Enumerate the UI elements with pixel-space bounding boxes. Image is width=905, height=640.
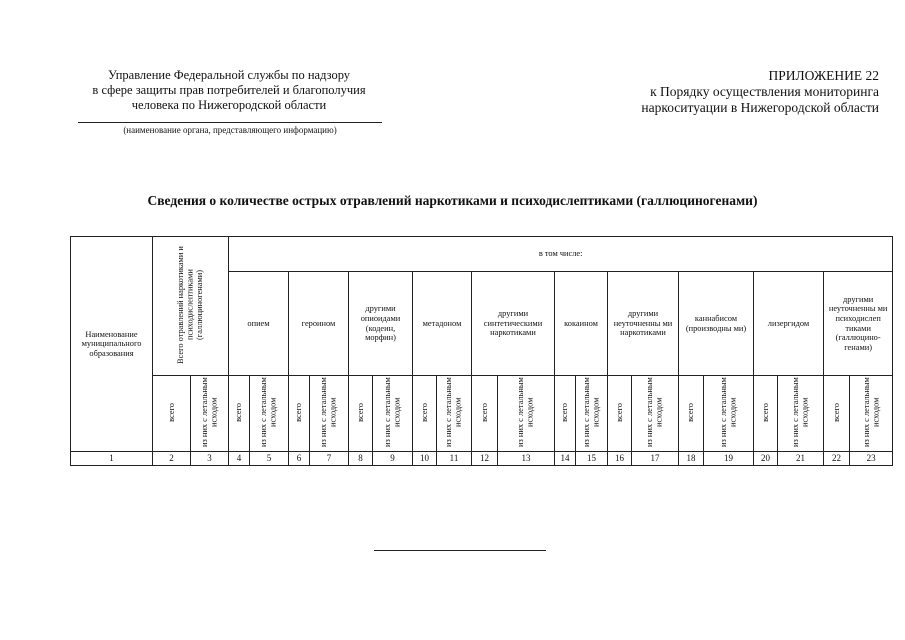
subheader-total-label: всего bbox=[831, 402, 841, 422]
header-municipal: Наименование муниципального образования bbox=[71, 237, 153, 452]
header-including: в том числе: bbox=[229, 237, 893, 272]
appendix-line: к Порядку осуществления мониторинга bbox=[650, 84, 879, 99]
header-row-1 bbox=[71, 237, 893, 272]
subheader-lethal-label: из них с летальным исходом bbox=[790, 377, 810, 448]
group-lysergide: лизергидом bbox=[754, 272, 824, 376]
subheader-lethal bbox=[310, 376, 349, 452]
subheader-total-label: всего bbox=[686, 402, 696, 422]
subheader-lethal bbox=[850, 376, 893, 452]
appendix-line: ПРИЛОЖЕНИЕ 22 bbox=[768, 68, 879, 83]
subheader-lethal-label: из них с летальным исходом bbox=[199, 377, 219, 448]
subheader-lethal-label: из них с летальным исходом bbox=[259, 377, 278, 448]
column-number: 16 bbox=[608, 452, 632, 466]
subheader-total-label: всего bbox=[294, 402, 304, 422]
column-number: 23 bbox=[850, 452, 893, 466]
column-number: 13 bbox=[498, 452, 555, 466]
subheader-lethal bbox=[498, 376, 555, 452]
subheader-total-label: всего bbox=[355, 402, 365, 422]
subheader-total bbox=[413, 376, 437, 452]
subheader-total bbox=[679, 376, 704, 452]
header-total-all-label: Всего отравлений наркотиками и психодислептиками (галлюциногенами) bbox=[176, 245, 205, 364]
subheader-lethal bbox=[191, 376, 229, 452]
column-number: 1 bbox=[71, 452, 153, 466]
subheader-total bbox=[229, 376, 250, 452]
header-total-all bbox=[153, 237, 229, 376]
group-cannabis: каннабисом (производны ми) bbox=[679, 272, 754, 376]
subheader-lethal bbox=[437, 376, 472, 452]
group-opium: опием bbox=[229, 272, 289, 376]
subheader-lethal-label: из них с летальным исходом bbox=[861, 377, 881, 448]
document-title: Сведения о количестве острых отравлений наркотиками и психодислептиками (галлюциногенами) bbox=[147, 193, 758, 208]
organization-underline bbox=[78, 122, 382, 123]
subheader-total bbox=[349, 376, 373, 452]
subheader-lethal-label: из них с летальным исходом bbox=[444, 377, 463, 448]
column-number: 18 bbox=[679, 452, 704, 466]
column-number: 19 bbox=[704, 452, 754, 466]
column-number: 10 bbox=[413, 452, 437, 466]
subheader-total-label: всего bbox=[479, 402, 489, 422]
subheader-total bbox=[289, 376, 310, 452]
column-number: 3 bbox=[191, 452, 229, 466]
subheader-lethal-label: из них с летальным исходом bbox=[718, 377, 738, 448]
signature-line bbox=[374, 550, 546, 551]
subheader-total bbox=[153, 376, 191, 452]
subheader-lethal-label: из них с летальным исходом bbox=[581, 377, 601, 448]
column-number: 7 bbox=[310, 452, 349, 466]
subheader-total-label: всего bbox=[614, 402, 624, 422]
subheader-lethal-label: из них с летальным исходом bbox=[319, 377, 338, 448]
subheader-total bbox=[608, 376, 632, 452]
group-methadone: метадоном bbox=[413, 272, 472, 376]
column-number: 17 bbox=[632, 452, 679, 466]
column-number: 11 bbox=[437, 452, 472, 466]
poisoning-statistics-table bbox=[70, 236, 893, 466]
column-number: 22 bbox=[824, 452, 850, 466]
subheader-lethal-label: из них с летальным исходом bbox=[516, 377, 535, 448]
organization-line: в сфере защиты прав потребителей и благополучия bbox=[92, 83, 366, 97]
column-number: 9 bbox=[373, 452, 413, 466]
column-number: 21 bbox=[778, 452, 824, 466]
organization-caption: (наименование органа, представляющего информацию) bbox=[123, 125, 337, 135]
group-other-opioids: другими опиоидами (кодеин, морфин) bbox=[349, 272, 413, 376]
subheader-lethal-label: из них с летальным исходом bbox=[382, 377, 402, 448]
organization-line: человека по Нижегородской области bbox=[131, 98, 327, 112]
organization-line: Управление Федеральной службы по надзору bbox=[107, 68, 351, 82]
subheader-total-label: всего bbox=[166, 402, 176, 422]
column-number: 8 bbox=[349, 452, 373, 466]
appendix-line: наркоситуации в Нижегородской области bbox=[641, 100, 879, 115]
subheader-total-label: всего bbox=[560, 402, 570, 422]
subheader-total-label: всего bbox=[760, 402, 770, 422]
column-number: 2 bbox=[153, 452, 191, 466]
subheader-lethal bbox=[632, 376, 679, 452]
subheader-lethal bbox=[373, 376, 413, 452]
column-number: 15 bbox=[576, 452, 608, 466]
header-row-3 bbox=[71, 376, 893, 452]
subheader-lethal bbox=[576, 376, 608, 452]
organization-name bbox=[78, 68, 380, 113]
group-heroin: героином bbox=[289, 272, 349, 376]
column-number: 14 bbox=[555, 452, 576, 466]
subheader-lethal bbox=[704, 376, 754, 452]
group-cocaine: кокаином bbox=[555, 272, 608, 376]
column-number-row bbox=[71, 452, 893, 466]
column-number: 4 bbox=[229, 452, 250, 466]
column-number: 12 bbox=[472, 452, 498, 466]
subheader-total bbox=[824, 376, 850, 452]
subheader-total-label: всего bbox=[419, 402, 429, 422]
subheader-total bbox=[472, 376, 498, 452]
subheader-total-label: всего bbox=[234, 402, 244, 422]
column-number: 20 bbox=[754, 452, 778, 466]
appendix-heading bbox=[579, 68, 879, 116]
subheader-lethal bbox=[778, 376, 824, 452]
group-other-narcotics: другими неуточненны ми наркотиками bbox=[608, 272, 679, 376]
subheader-lethal-label: из них с летальным исходом bbox=[645, 377, 664, 448]
group-other-psychodysleptics: другими неуточненны ми психодислеп тиками (галлюцино- генами) bbox=[824, 272, 893, 376]
subheader-lethal bbox=[250, 376, 289, 452]
subheader-total bbox=[555, 376, 576, 452]
column-number: 5 bbox=[250, 452, 289, 466]
subheader-total bbox=[754, 376, 778, 452]
group-synthetic: другими синтетическими наркотиками bbox=[472, 272, 555, 376]
column-number: 6 bbox=[289, 452, 310, 466]
